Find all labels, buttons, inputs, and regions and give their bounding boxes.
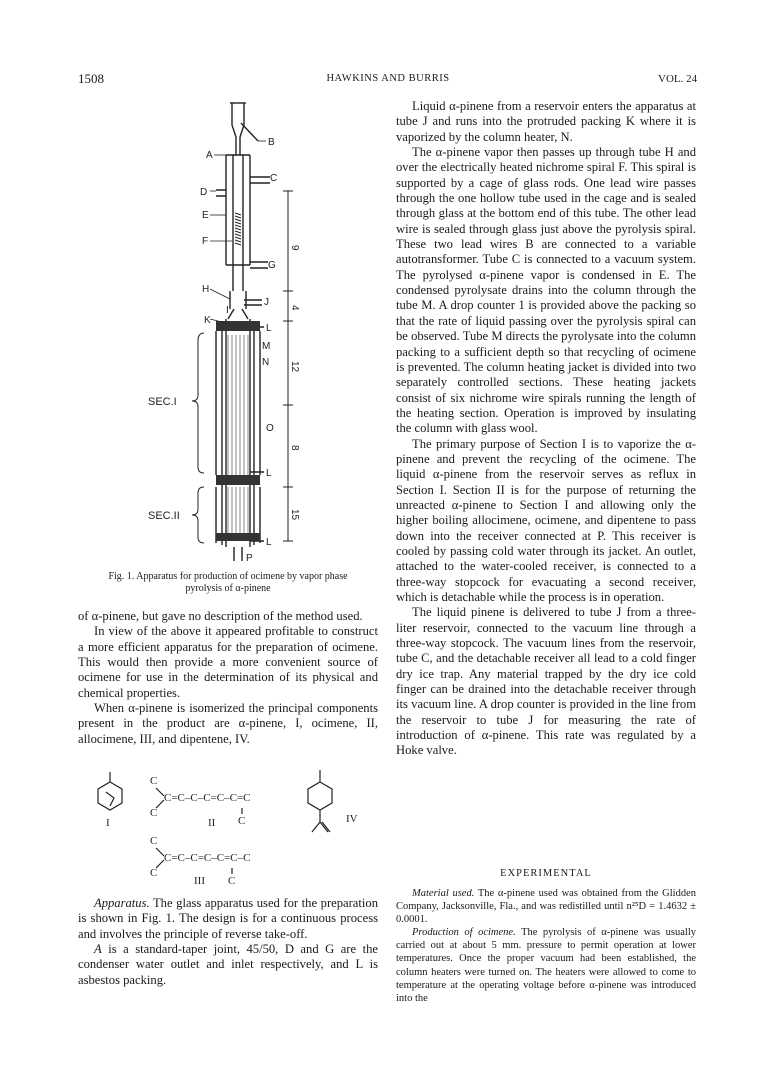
exp-para-1: Material used. The α-pinene used was obtained from the Glidden Company, Jacksonville, Fla., and was redistilled until n²⁵D = 1.4632 ± 0.0001. — [396, 888, 696, 926]
label-b: B — [268, 137, 275, 148]
structure-iv-ring — [308, 782, 332, 810]
structure-num-iii: III — [194, 875, 205, 887]
label-g: G — [268, 260, 276, 271]
structure-num-i: I — [106, 817, 110, 829]
figure-caption: Fig. 1. Apparatus for production of ocimene by vapor phase pyrolysis of α-pinene — [108, 571, 348, 594]
dim-8: 8 — [289, 445, 300, 451]
structure-ii-top-c: C — [150, 775, 158, 787]
structure-iii-bottom-c: C — [150, 867, 158, 879]
label-d: D — [200, 187, 208, 198]
structure-ii-sub-c: C — [238, 815, 246, 827]
label-k: K — [204, 315, 211, 326]
label-e: E — [202, 210, 209, 221]
structure-ii-bottom-c: C — [150, 807, 158, 819]
structure-num-iv: IV — [346, 813, 358, 825]
tube-g — [250, 262, 268, 268]
label-sec2: SEC.II — [148, 510, 180, 522]
right-para-4: The liquid pinene is delivered to tube J from a three-liter reservoir, connected to the vacuum line through a three-way stopcock. The vacuum lines from the reservoir, tube C, and the detachable receiver all lead to a cold finger dry ice trap. Any material trapped by the dry ice cold finger can be drained into the detachable receiver through its vacuum line. A drop counter is provided in the line from the reservoir to tube J for measuring the rate of introduction of α-pinene. This rate was regulated by a Hoke valve. — [396, 605, 696, 758]
left-para-apparatus: Apparatus. The glass apparatus used for the preparation is shown in Fig. 1. The design is for a continuous process and involves the principle of reverse take-off. — [78, 896, 378, 941]
label-sec1: SEC.I — [148, 396, 177, 408]
section-heading-experimental: EXPERIMENTAL — [500, 868, 592, 879]
structure-num-ii: II — [208, 817, 216, 829]
label-h: H — [202, 284, 210, 295]
left-column-bottom — [78, 896, 378, 988]
left-column-top — [78, 609, 378, 747]
label-i: I — [226, 305, 229, 316]
label-m: M — [262, 341, 271, 352]
label-l-mid: L — [266, 468, 272, 479]
structure-iii-chain: C=C–C=C–C=C–C — [164, 852, 251, 864]
label-p: P — [246, 553, 253, 564]
label-a: A — [206, 150, 213, 161]
left-para-2: In view of the above it appeared profitable to construct a more efficient apparatus for the preparation of ocimene. This would then provide a more convenient source of ocimene for use in the determination of its physical and chemical properties. — [78, 624, 378, 700]
label-l-top: L — [266, 323, 272, 334]
structure-ii-chain: C=C–C–C=C–C=C — [164, 792, 251, 804]
experimental-text — [396, 887, 696, 1005]
structure-iii-sub-c: C — [228, 875, 236, 887]
apparatus-figure — [140, 95, 330, 565]
right-column — [396, 99, 696, 759]
chemical-structures — [90, 770, 390, 890]
right-para-1: Liquid α-pinene from a reservoir enters the apparatus at tube J and runs into the protruded packing K where it is vaporized by the column heater, N. — [396, 99, 696, 144]
dim-4: 4 — [289, 305, 300, 311]
column — [226, 319, 250, 547]
left-para-joint: A is a standard-taper joint, 45/50, D and G are the condenser water outlet and inlet respectively, and L is asbestos packing. — [78, 942, 378, 987]
dim-15: 15 — [289, 509, 300, 521]
volume-label: VOL. 24 — [658, 73, 698, 85]
spiral-f — [235, 213, 241, 245]
label-l-bot: L — [266, 537, 272, 548]
left-para-1: of α-pinene, but gave no description of the method used. — [78, 609, 363, 623]
label-f: F — [202, 236, 209, 247]
tube-c — [250, 177, 270, 183]
page-number: 1508 — [78, 71, 104, 86]
label-c: C — [270, 173, 278, 184]
dim-9: 9 — [289, 245, 300, 251]
tube-d — [216, 190, 226, 196]
dim-12: 12 — [289, 361, 300, 373]
right-para-3: The primary purpose of Section I is to vaporize the α-pinene and prevent the recycling of the ocimene. The liquid α-pinene from the reservoir serves as reflux in Section I. Section II is for the purpose of returning the unreacted α-pinene to Section I and allowing only the higher boiling allocimene, ocimene, and dipentene to pass down into the receiver connected at P. This receiver is cooled by passing cold water through its jacket. An outlet, attached to the water-cooled receiver, is connected to a three-way stopcock for evacuating a second receiver, which is detachable while the process is in operation. — [396, 436, 696, 604]
exp-para-2: Production of ocimene. The pyrolysis of α-pinene was usually carried out at about 5 mm. pressure to permit operation at lower temperatures. Once the proper vacuum had been established, the column heaters were turned on. The heaters were allowed to come to temperature at the operating voltage before α-pinene was introduced into the — [396, 927, 696, 1004]
left-para-3: When α-pinene is isomerized the principal components present in the product are α-pinene, I, ocimene, II, allocimene, III, and dipentene, IV. — [78, 701, 378, 746]
label-o: O — [266, 423, 274, 434]
running-title: HAWKINS AND BURRIS — [326, 73, 450, 84]
joint-a-shape — [232, 103, 244, 155]
label-n: N — [262, 357, 270, 368]
right-para-2: The α-pinene vapor then passes up through tube H and over the electrically heated nichrome spiral F. This spiral is supported by a cage of glass rods. One lead wire passes through the one hollow tube used in the cage and is sealed through glass at the bottom end of this tube. The other lead wire is sealed through glass just above the pyrolysis spiral. These two lead wires B are connected to a variable autotransformer. Tube C is connected to a vacuum system. The pyrolysed α-pinene vapor is condensed in E. The condensed pyrolysate drains into the column through the tube M. A drop counter 1 is provided above the packing so that the rate of liquid passing over the pyrolysis spiral can be observed. Tube M directs the pyrolysate into the column packing to a sufficient depth so that recycling of ocimene is prevented. The column heating jacket is divided into two separately controlled sections. These heating jackets consist of six nichrome wire spirals running the length of the heating section. Operation is improved by insulating the column with glass wool. — [396, 145, 696, 436]
label-j: J — [264, 297, 269, 308]
structure-iii-top-c: C — [150, 835, 158, 847]
